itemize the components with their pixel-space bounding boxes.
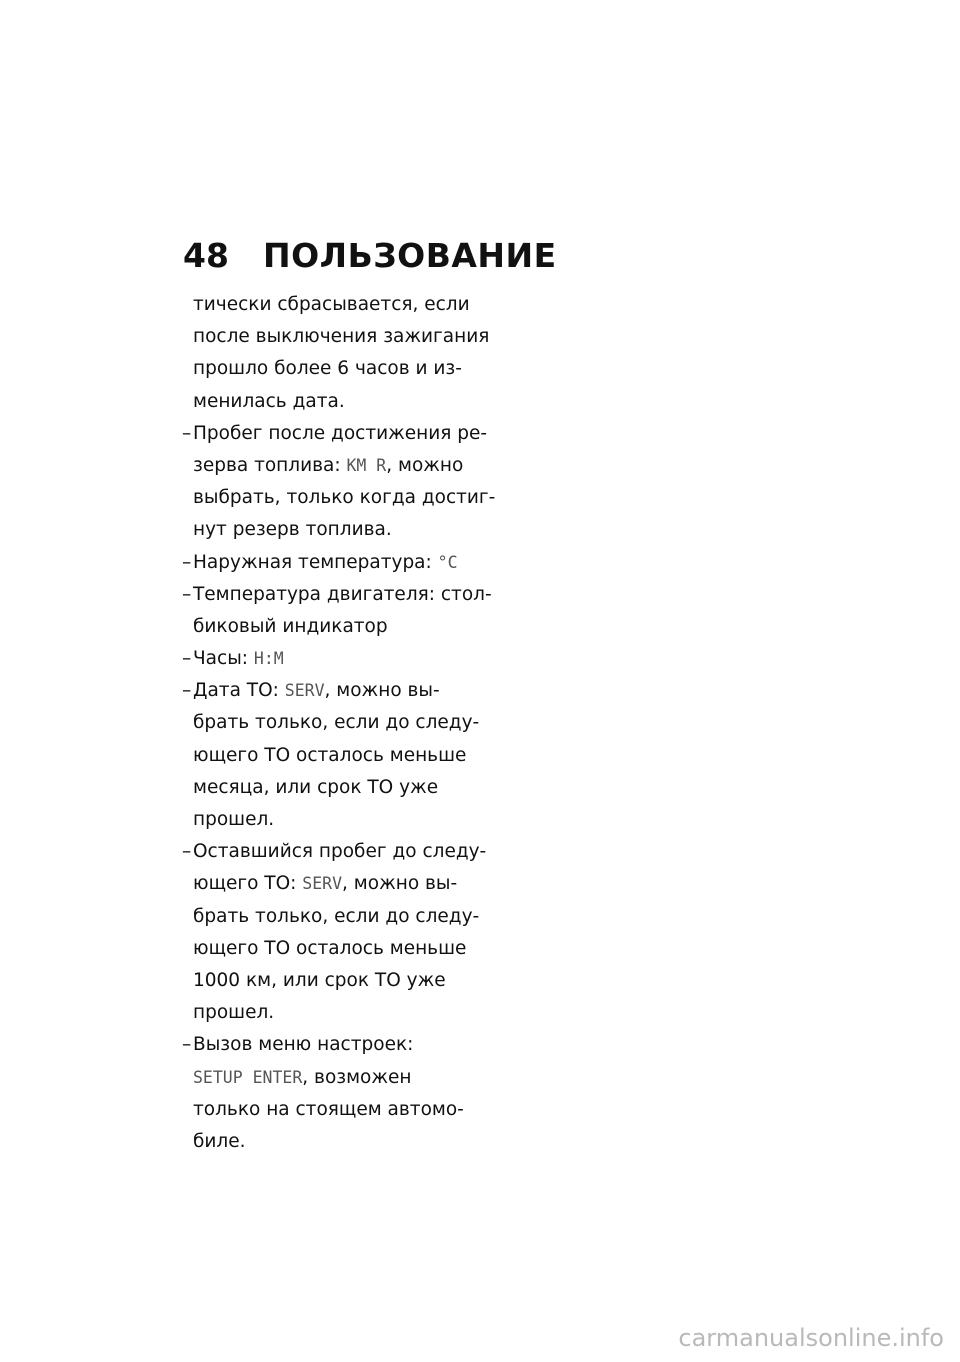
bullet-line xyxy=(182,1029,472,1061)
text-line xyxy=(182,901,480,933)
text-run: прошло более 6 часов и из- xyxy=(193,358,462,380)
text-line xyxy=(182,514,472,546)
text-run: менилась дата. xyxy=(193,390,345,412)
text-run: , можно вы- xyxy=(324,680,440,702)
display-code: SETUP ENTER xyxy=(193,1067,303,1087)
text-run: 1000 км, или срок ТО уже xyxy=(193,969,446,991)
text-run: выбрать, только когда достиг- xyxy=(193,487,496,509)
text-line xyxy=(182,740,472,772)
bullet-dash: – xyxy=(182,1034,192,1056)
display-code: SERV xyxy=(302,874,343,894)
page-number: 48 xyxy=(183,236,229,275)
text-run: нут резерв топлива. xyxy=(193,519,392,541)
text-line xyxy=(182,707,480,739)
footer-watermark: carmanualsonline.info xyxy=(678,1324,944,1352)
bullet-dash: – xyxy=(182,680,192,702)
text-line xyxy=(182,450,472,482)
bullet-dash: – xyxy=(182,648,192,670)
text-line xyxy=(182,1094,472,1126)
text-run: Наружная температура: xyxy=(193,551,438,573)
bullet-line xyxy=(182,579,492,611)
text-run: биковый индикатор xyxy=(193,615,388,637)
text-run: Оставшийся пробег до следу- xyxy=(193,841,487,863)
text-line xyxy=(182,1062,472,1094)
text-run: только на стоящем автомо- xyxy=(193,1098,464,1120)
bullet-dash: – xyxy=(182,551,192,573)
text-line xyxy=(182,997,472,1029)
text-line xyxy=(182,868,472,900)
text-run: Часы: xyxy=(193,648,254,670)
text-run: Дата ТО: xyxy=(193,680,285,702)
text-run: после выключения зажигания xyxy=(193,326,490,348)
display-code: °C xyxy=(437,552,458,572)
bullet-line xyxy=(182,675,472,707)
text-run: , можно вы- xyxy=(342,873,458,895)
bullet-line xyxy=(182,836,487,868)
text-run: брать только, если до следу- xyxy=(193,712,480,734)
text-line xyxy=(182,804,472,836)
text-run: прошел. xyxy=(193,1002,275,1024)
text-line xyxy=(182,289,472,321)
manual-text-body xyxy=(182,289,496,1158)
text-run: Пробег после достижения ре- xyxy=(193,422,488,444)
display-code: H:M xyxy=(253,649,284,669)
text-run: зерва топлива: xyxy=(193,454,347,476)
display-code: KM R xyxy=(346,455,387,475)
text-run: Температура двигателя: стол- xyxy=(193,583,492,605)
bullet-dash: – xyxy=(182,422,192,444)
text-line xyxy=(182,482,496,514)
text-run: брать только, если до следу- xyxy=(193,905,480,927)
bullet-dash: – xyxy=(182,583,192,605)
text-run: биле. xyxy=(193,1130,246,1152)
bullet-line xyxy=(182,418,488,450)
text-line xyxy=(182,321,490,353)
text-run: , можно xyxy=(386,454,464,476)
bullet-dash: – xyxy=(182,841,192,863)
bullet-line xyxy=(182,547,472,579)
text-run: , возможен xyxy=(302,1066,412,1088)
bullet-line xyxy=(182,643,472,675)
display-code: SERV xyxy=(284,681,325,701)
text-run: прошел. xyxy=(193,809,275,830)
text-line xyxy=(182,933,472,965)
text-run: ющего ТО: xyxy=(193,873,303,895)
text-line xyxy=(182,353,472,385)
section-title: ПОЛЬЗОВАНИЕ xyxy=(263,236,557,275)
text-line xyxy=(182,1126,472,1158)
text-line xyxy=(182,611,472,643)
text-line xyxy=(182,772,472,804)
text-run: месяца, или срок ТО уже xyxy=(193,776,439,798)
text-run: Вызов меню настроек: xyxy=(193,1034,414,1056)
page-header xyxy=(183,236,783,286)
text-run: тически сбрасывается, если xyxy=(193,294,470,315)
text-line xyxy=(182,965,472,997)
text-run: ющего ТО осталось меньше xyxy=(193,744,467,766)
text-line xyxy=(182,386,472,418)
text-run: ющего ТО осталось меньше xyxy=(193,937,467,959)
